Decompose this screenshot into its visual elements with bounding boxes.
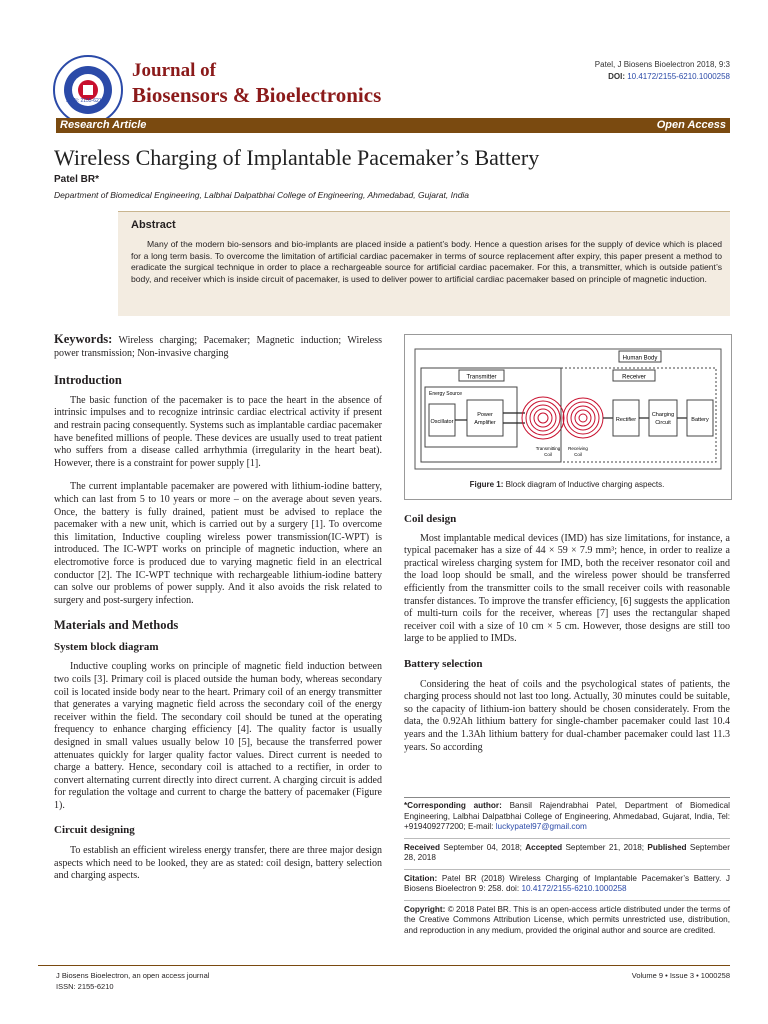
author: Patel BR* xyxy=(54,174,100,185)
battery-label: Battery xyxy=(691,417,709,423)
journal-logo xyxy=(52,54,124,126)
abstract-heading: Abstract xyxy=(131,219,176,231)
left-column xyxy=(54,333,382,883)
citation-label: Citation: xyxy=(404,873,438,883)
intro-paragraph-2: The current implantable pacemaker are powered with lithium-iodine battery, which can last from 5 to 10 years or more – on the average about seven years. Once, the battery is fully drained, patient must be advised to replace the pacemaker with a new unit, which is carried out by a surgery [1]. To overcome this limitation, Inductive coupling wireless power transmission(IC-WPT) is introduced. The IC-WPT works on principle of magnetic induction, where an electromotive force is produced due to varying magnetic field in an electrical conductor [2]. The IC-WPT technique with rechargeable lithium-iodine battery can solve our problems of power supply. And it also avoids the risk related to surgery and post-surgery infection. xyxy=(54,481,382,606)
received-label: Received xyxy=(404,842,440,852)
accepted-date: September 21, 2018; xyxy=(565,842,645,852)
footer-issn: ISSN: 2155-6210 xyxy=(56,982,114,991)
author-email-link[interactable]: luckypatel97@gmail.com xyxy=(495,822,587,831)
published-label: Published xyxy=(647,842,687,852)
published-date: September 28, 2018 xyxy=(404,842,730,862)
received-date: September 04, 2018; xyxy=(443,842,522,852)
receiver-label: Receiver xyxy=(622,374,646,381)
citation-doi-link[interactable]: 10.4172/2155-6210.1000258 xyxy=(521,884,627,893)
methods-heading: Materials and Methods xyxy=(54,618,179,633)
corresponding-label: *Corresponding author: xyxy=(404,801,502,810)
citation-text-body: Patel BR (2018) Wireless Charging of Implantable Pacemaker’s Battery. J Biosens Bioelectron 9: 258. doi: xyxy=(404,873,731,893)
corresponding-info xyxy=(404,797,730,941)
power-amp-label-2: Amplifier xyxy=(474,420,496,426)
tx-coil-label-2: Coil xyxy=(544,452,552,457)
circuit-designing-paragraph: To establish an efficient wireless energy transfer, there are three major design aspects which need to be looked, they are as stated: coil design, battery selection and charging aspects. xyxy=(54,845,382,882)
power-amp-label-1: Power xyxy=(477,412,493,418)
doi-label: DOI: xyxy=(608,72,625,81)
footer-journal: J Biosens Bioelectron, an open access journal xyxy=(56,971,210,980)
page-footer xyxy=(38,965,730,991)
abstract-box xyxy=(118,211,730,316)
copyright-text: © 2018 Patel BR. This is an open-access article distributed under the terms of the Creative Commons Attribution License, which permits unrestricted use, distribution, and reproduction in any medium, provided the original author and source are credited. xyxy=(404,904,731,935)
figure-1 xyxy=(404,334,732,500)
transmitter-label: Transmitter xyxy=(466,374,497,381)
open-access-label: Open Access xyxy=(656,119,726,131)
coil-design-heading: Coil design xyxy=(404,513,457,525)
article-type-bar xyxy=(56,118,730,133)
keywords: Wireless charging; Pacemaker; Magnetic induction; Wireless power transmission; Non-invasive charging xyxy=(54,335,383,359)
oscillator-label: Oscillator xyxy=(430,419,454,425)
article-type: Research Article xyxy=(60,119,147,131)
journal-title-line2: Biosensors & Bioelectronics xyxy=(132,83,382,107)
citation-text: Patel, J Biosens Bioelectron 2018, 9:3 xyxy=(594,60,730,69)
figure-caption-label: Figure 1: xyxy=(469,480,504,489)
logo-issn: ISSN: 2155-6210 xyxy=(66,98,105,104)
rectifier-label: Rectifier xyxy=(615,417,637,423)
tx-coil-label-1: Transmitting xyxy=(535,446,561,451)
intro-paragraph-1: The basic function of the pacemaker is to pace the heart in the absence of intrinsic impulses and to recognize intrinsic cardiac electrical activity if present and restrain pacing consequently. Systems such as implantable cardiac pacemaker have benefited millions of people. These devices are usually used to treat patient who suffers from a disease called arrhythmia (irregularity in the heart beat). However, there is a constraint for power supply [1]. xyxy=(54,394,382,469)
charging-circuit-label-1: Charging xyxy=(651,412,675,418)
coil-design-paragraph: Most implantable medical devices (IMD) has size limitations, for instance, a typical pacemaker has a size of 44 × 59 × 7.9 mm³; hence, in order to realize a practical wireless charging system for IMD, both the receiver resonator coil and the load loop should be small, and the wireless power should be transferred efficiently from the transmitter coils to the small receiver coils with reasonable transfer distances. To improve the transfer efficiency, [6] suggests the application of multi-turn coils for the receiver, whereas [7] uses the rectangular shaped receiver coil with a size of 10 cm × 5 cm. However, those designs are still too large to be applied to IMDs. xyxy=(404,532,730,645)
energy-source-label: Energy Source xyxy=(429,391,463,397)
system-block-diagram-heading: System block diagram xyxy=(54,640,159,653)
charging-circuit-label-2: Circuit xyxy=(655,420,671,426)
system-block-diagram-paragraph: Inductive coupling works on principle of magnetic field induction between two coils [3]. Primary coil is placed outside the human body, whereas secondary coil is located inside body near to the heart. Primary coil of an energy transmitter that generates a varying magnetic field across the secondary coil of the energy receiver within the field. The secondary coil should be tuned at the operating frequency to enhance charging efficiency [4]. The quality factor is usually designed in small values usually below 10 [5], because the transferred power attenuates quickly for larger quality factor values. Direct current is needed to charge a battery. Hence, secondary coil is attached to a rectifier, in order to convert alternating current directly into direct current. A charging circuit is added for regulation the voltage and current to charge the battery of pacemaker (Figure 1). xyxy=(54,661,382,811)
right-column xyxy=(404,513,730,754)
rx-coil-label-2: Coil xyxy=(574,452,582,457)
intro-heading: Introduction xyxy=(54,373,122,388)
circuit-designing-heading: Circuit designing xyxy=(54,823,135,836)
copyright-label: Copyright: xyxy=(404,904,446,914)
header-citation xyxy=(595,59,730,83)
rx-coil-label-1: Receiving xyxy=(568,446,588,451)
battery-selection-heading: Battery selection xyxy=(404,657,483,670)
doi-link[interactable]: 10.4172/2155-6210.1000258 xyxy=(627,72,730,81)
human-body-label: Human Body xyxy=(622,355,658,362)
figure-caption-text: Block diagram of Inductive charging aspects. xyxy=(505,480,665,489)
corresponding-text: Bansil Rajendrabhai Patel, Department of Biomedical Engineering, Lalbhai Dalpatbhai College of Engineering, Ahmedabad, Gujarat, India, Tel: +919409277200; E-mail: xyxy=(404,801,730,831)
keywords-label: Keywords: xyxy=(54,332,113,346)
affiliation: Department of Biomedical Engineering, Lalbhai Dalpatbhai College of Engineering, Ahmedabad, Gujarat, India xyxy=(54,190,470,200)
footer-volume: Volume 9 • Issue 3 • 1000258 xyxy=(631,971,730,980)
journal-title-line1: Journal of xyxy=(132,60,216,81)
accepted-label: Accepted xyxy=(525,842,563,852)
article-title: Wireless Charging of Implantable Pacemaker’s Battery xyxy=(54,145,540,170)
figure-caption xyxy=(404,480,730,489)
battery-selection-paragraph: Considering the heat of coils and the psychological states of patients, the charging process should not last too long. Actually, 30 minutes could be suitable, so the capacity of lithium-ion battery should be chosen considerately. From the data, the 0.92Ah lithium battery for single-chamber pacemaker could last 10.4 years and the 1.3Ah lithium battery for dual-chamber pacemaker could last 11.3 years. So according xyxy=(404,678,730,753)
abstract-text: Many of the modern bio-sensors and bio-implants are placed inside a patient’s body. Hence a question arises for the supply of device which is placed for a long term basis. To overcome the limitation of artificial cardiac pacemaker in terms of source replacement after expiry, this paper present a method to eradicate the surgical technique in order to place a rechargeable source for artificial cardiac pacemaker. For this, a transmitter, which is outside patient’s body, and receiver which is inside circuit of pacemaker, is used to deliver power to artificial cardiac pacemaker based on principle of magnetic induction. xyxy=(131,239,722,285)
